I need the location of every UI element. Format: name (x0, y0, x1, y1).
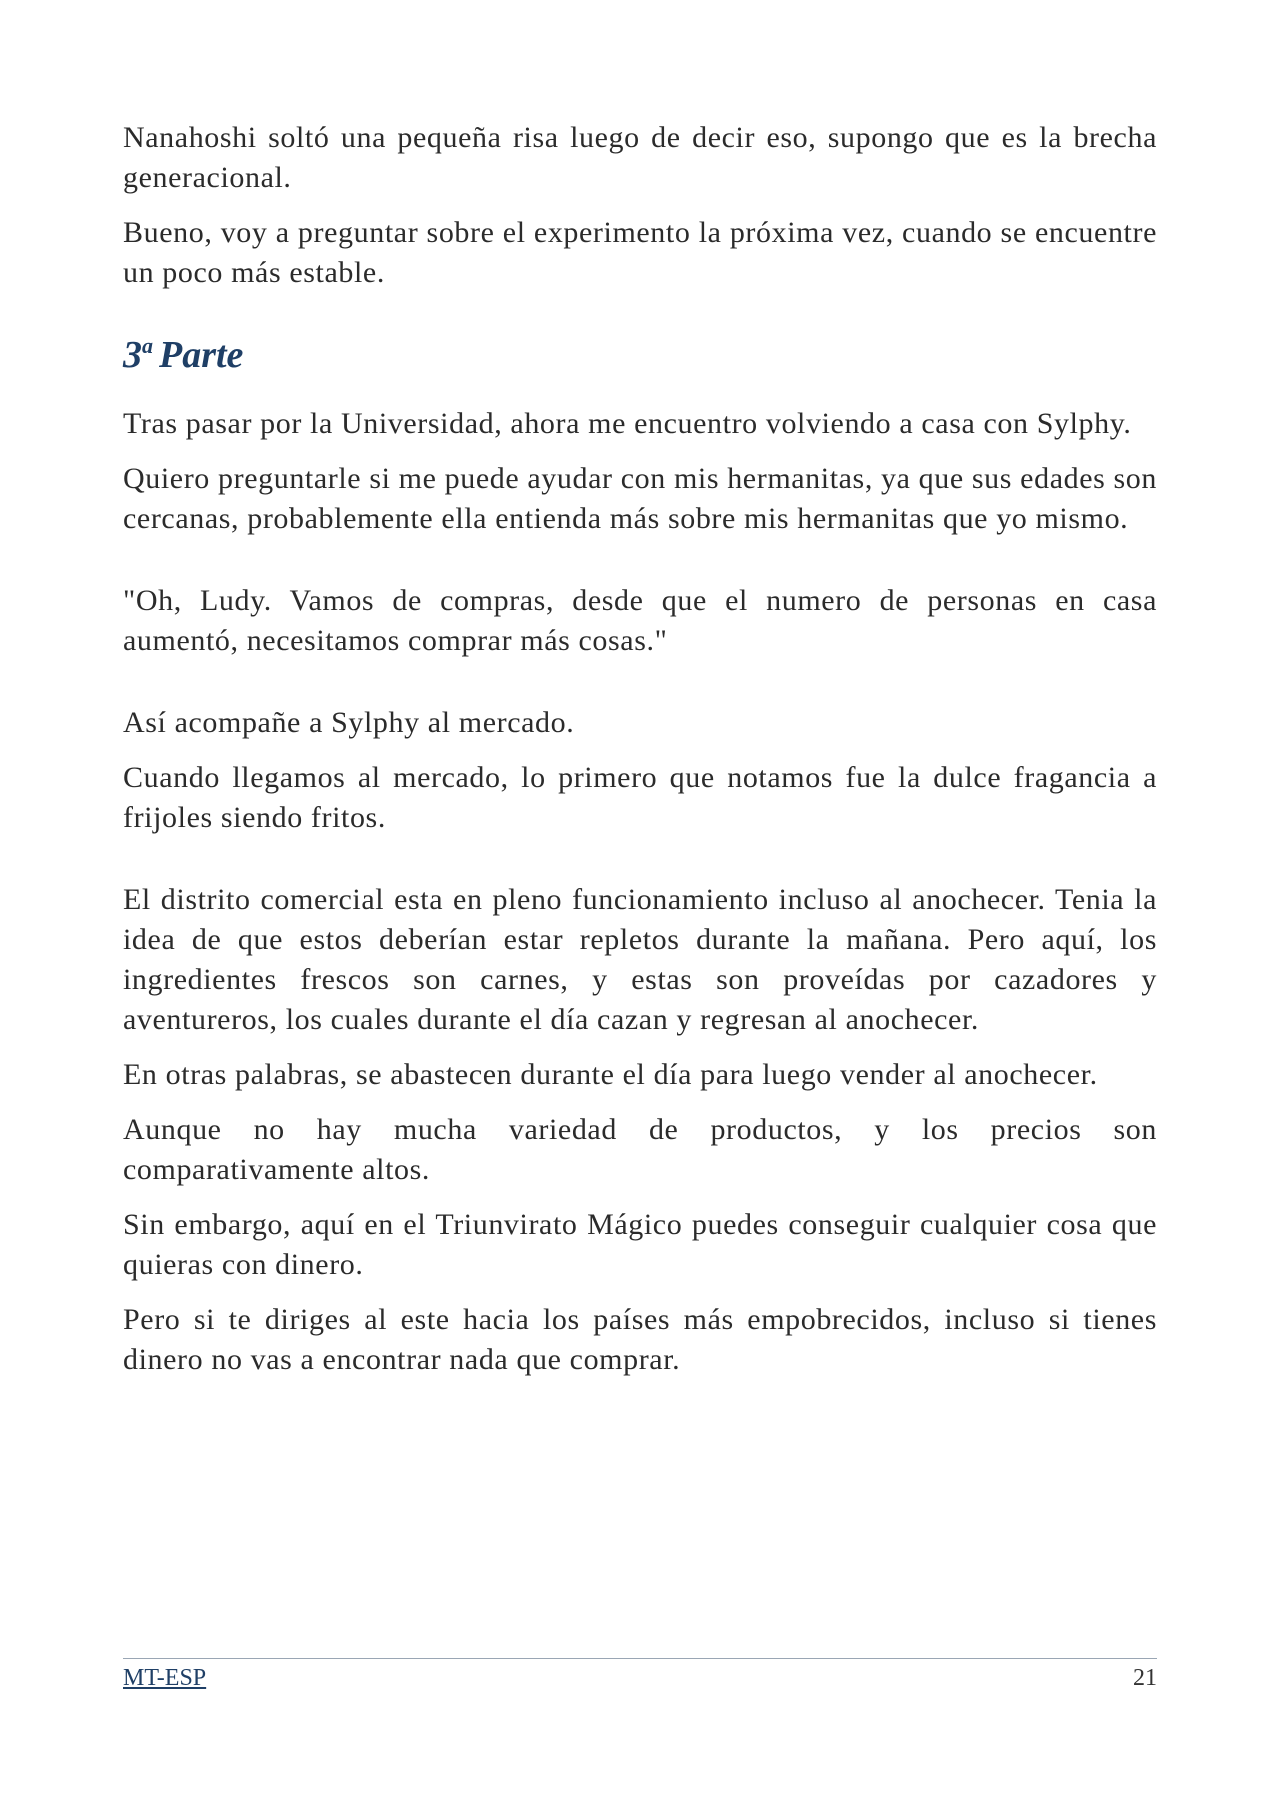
page-number: 21 (1133, 1665, 1157, 1691)
dialogue-paragraph: "Oh, Ludy. Vamos de compras, desde que el numero de personas en casa aumentó, necesitamos comprar más cosas." (123, 584, 1157, 657)
paragraph: Cuando llegamos al mercado, lo primero que notamos fue la dulce fragancia a frijoles siendo fritos. (123, 761, 1157, 834)
paragraph: Aunque no hay mucha variedad de productos, y los precios son comparativamente altos. (123, 1113, 1157, 1186)
section-title: Parte (159, 334, 244, 376)
page-body (123, 118, 1157, 1395)
section-heading (123, 324, 1157, 377)
paragraph: Sin embargo, aquí en el Triunvirato Mágico puedes conseguir cualquier cosa que quieras con dinero. (123, 1208, 1157, 1281)
paragraph: En otras palabras, se abastecen durante el día para luego vender al anochecer. (123, 1058, 1098, 1091)
page-footer (123, 1658, 1157, 1693)
paragraph: Bueno, voy a preguntar sobre el experimento la próxima vez, cuando se encuentre un poco más estable. (123, 216, 1157, 289)
section-number: 3 (123, 334, 142, 376)
paragraph: Pero si te diriges al este hacia los países más empobrecidos, incluso si tienes dinero no vas a encontrar nada que comprar. (123, 1303, 1157, 1376)
paragraph: Quiero preguntarle si me puede ayudar con mis hermanitas, ya que sus edades son cercanas, probablemente ella entienda más sobre mis hermanitas que yo mismo. (123, 462, 1157, 535)
paragraph: Así acompañe a Sylphy al mercado. (123, 706, 575, 739)
paragraph: El distrito comercial esta en pleno funcionamiento incluso al anochecer. Tenia la idea de que estos deberían estar repletos durante la mañana. Pero aquí, los ingredientes frescos son carnes, y estas son proveídas por cazadores y aventureros, los cuales durante el día cazan y regresan al anochecer. (123, 883, 1157, 1036)
paragraph: Tras pasar por la Universidad, ahora me encuentro volviendo a casa con Sylphy. (123, 407, 1132, 440)
footer-link[interactable]: MT-ESP (123, 1665, 207, 1691)
paragraph: Nanahoshi soltó una pequeña risa luego de decir eso, supongo que es la brecha generacional. (123, 121, 1157, 194)
section-ordinal: a (142, 333, 153, 358)
